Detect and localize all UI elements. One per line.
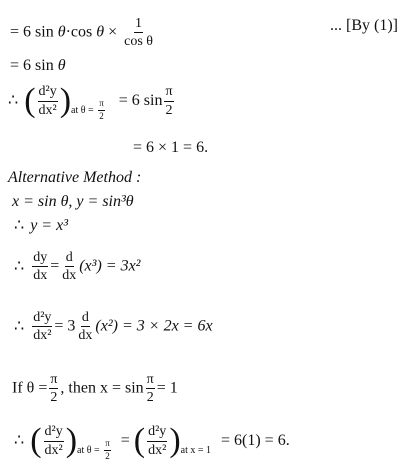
line-3 [8, 82, 176, 121]
therefore-symbol: ∴ [14, 431, 25, 449]
reference: ... [By (1)] [330, 17, 398, 34]
eq-text: = 6 sin [118, 91, 163, 109]
right-paren: ) [59, 82, 72, 119]
rest: (x²) = 3 × 2x = 6x [95, 317, 213, 335]
right-paren: ) [65, 422, 78, 459]
d-dx: $\frac{d}{dx}$ [78, 310, 93, 344]
theta: θ [96, 23, 105, 41]
line-8 [14, 250, 140, 284]
line-6: x = sin θ, y = sin³θ [12, 193, 134, 210]
second-derivative: $\frac{\text{d²y}}{\text{dx²}}$ [38, 84, 57, 118]
line-1 [10, 16, 156, 50]
eq-1: = 1 [156, 379, 178, 397]
theta: θ [57, 57, 66, 74]
d2y-dx2: $\frac{\text{d²y}}{\text{dx²}}$ [148, 424, 167, 458]
d-dx: $\frac{d}{dx}$ [62, 250, 77, 284]
line-9 [14, 310, 213, 344]
right-paren: ) [169, 422, 181, 459]
subscript: at θ = π 2 [77, 437, 110, 461]
pi-over-2: $\frac{\pi}{2}$ [105, 437, 110, 461]
therefore-symbol: ∴ [14, 257, 25, 275]
left-paren: ( [30, 422, 42, 459]
left-paren: ( [133, 422, 146, 459]
subscript: at θ = π 2 [71, 97, 104, 121]
l1-text: = 6 sin [10, 23, 58, 41]
times: × [104, 23, 122, 41]
result: = 6(1) = 6. [221, 431, 290, 449]
expr: y = x³ [30, 217, 68, 234]
pi-over-2: $\frac{\pi}{2}$ [165, 84, 173, 118]
theta: θ [57, 23, 66, 41]
line-2 [10, 58, 66, 74]
eq: = [120, 431, 130, 449]
pi-over-2: $\frac{\pi}{2}$ [50, 372, 58, 406]
d2y-dx2: $\frac{\text{d²y}}{\text{dx²}}$ [33, 310, 52, 344]
line-10 [12, 372, 178, 406]
line-7 [14, 218, 68, 234]
rest: (x³) = 3x² [79, 257, 141, 275]
line-11 [14, 422, 290, 461]
therefore-symbol: ∴ [8, 91, 19, 109]
subscript: at x = 1 [180, 444, 211, 456]
cos-text: ·cos [65, 23, 97, 41]
if-text: If θ = [12, 379, 48, 397]
therefore-symbol: ∴ [14, 217, 25, 234]
alternative-heading: Alternative Method : [8, 169, 142, 186]
pi-over-2: $\frac{\pi}{2}$ [99, 97, 104, 121]
dy-dx: $\frac{dy}{dx}$ [33, 250, 48, 284]
then-text: , then x = sin [60, 379, 144, 397]
eq: = [50, 257, 60, 275]
eq: = 3 [54, 317, 76, 335]
d2y-dx2: $\frac{\text{d²y}}{\text{dx²}}$ [44, 424, 63, 458]
fraction: $\frac{1}{\text{cos θ}}$ [124, 16, 153, 50]
left-paren: ( [24, 82, 36, 119]
pi-over-2: $\frac{\pi}{2}$ [146, 372, 154, 406]
l2-text: = 6 sin [10, 57, 58, 74]
line-4: = 6 × 1 = 6. [133, 139, 209, 156]
therefore-symbol: ∴ [14, 317, 25, 335]
